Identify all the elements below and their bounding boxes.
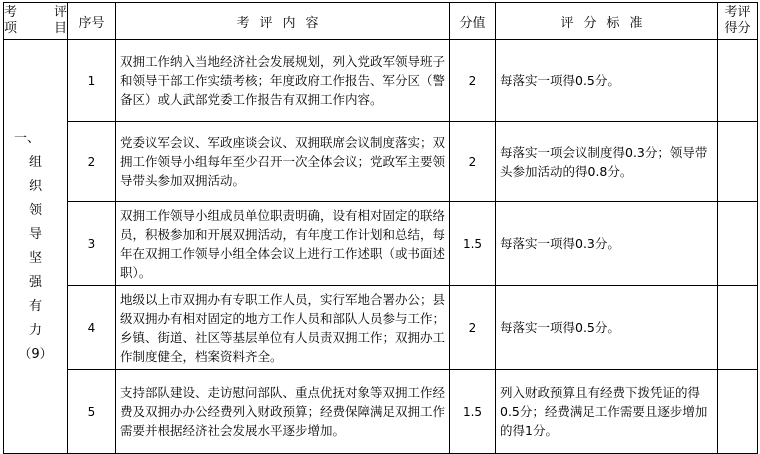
- category-char: 有: [28, 298, 42, 314]
- row-standard: 列入财政预算且有经费下拨凭证的得0.5分；经费满足工作需要且逐步增加的得1分。: [496, 370, 718, 454]
- row-result: [718, 370, 758, 454]
- row-result: [718, 122, 758, 202]
- header-content: 考评内容: [116, 3, 450, 40]
- header-row: [4, 3, 758, 40]
- row-seq: 4: [68, 286, 116, 370]
- header-result-line: 考评: [724, 5, 751, 20]
- category-char: 织: [28, 178, 42, 194]
- row-standard: 每落实一项得0.3分。: [496, 202, 718, 286]
- row-standard: 每落实一项得0.5分。: [496, 286, 718, 370]
- row-content: 双拥工作领导小组成员单位职责明确，设有相对固定的联络员，积极参加和开展双拥活动，有年度工作计划和总结，每年在双拥工作领导小组全体会议上进行工作述职（或书面述职）。: [116, 202, 450, 286]
- row-score: 1.5: [450, 370, 496, 454]
- header-item-char: 项: [4, 21, 18, 36]
- category-char: 力: [28, 322, 42, 338]
- header-item-char: 目: [53, 21, 67, 36]
- header-item-char: 考: [4, 5, 18, 20]
- header-item: [4, 3, 68, 40]
- table-row: [4, 370, 758, 454]
- header-result: [718, 3, 758, 40]
- category-char: 强: [28, 274, 42, 290]
- row-standard: 每落实一项得0.5分。: [496, 40, 718, 122]
- category-prefix: 一、: [14, 130, 41, 146]
- header-seq: 序号: [68, 3, 116, 40]
- row-score: 2: [450, 40, 496, 122]
- table-row: [4, 122, 758, 202]
- row-content: 支持部队建设、走访慰问部队、重点优抚对象等双拥工作经费及双拥办办公经费列入财政预算；经费保障满足双拥工作需要并根据经济社会发展水平逐步增加。: [116, 370, 450, 454]
- row-seq: 5: [68, 370, 116, 454]
- row-score: 2: [450, 286, 496, 370]
- row-standard: 每落实一项会议制度得0.3分；领导带头参加活动的得0.8分。: [496, 122, 718, 202]
- category-char: 坚: [28, 250, 42, 266]
- header-item-char: 评: [53, 5, 67, 20]
- row-content: 党委议军会议、军政座谈会议、双拥联席会议制度落实；双拥工作领导小组每年至少召开一次全体会议；党政军主要领导带头参加双拥活动。: [116, 122, 450, 202]
- row-seq: 3: [68, 202, 116, 286]
- header-score: 分值: [450, 3, 496, 40]
- table-row: [4, 40, 758, 122]
- row-score: 1.5: [450, 202, 496, 286]
- row-seq: 1: [68, 40, 116, 122]
- table-row: [4, 286, 758, 370]
- table-row: [4, 202, 758, 286]
- evaluation-table: [3, 2, 758, 454]
- row-content: 地级以上市双拥办有专职工作人员，实行军地合署办公；县级双拥办有相对固定的地方工作人员和部队人员参与工作；乡镇、街道、社区等基层单位有人员责双拥工作；双拥办工作制度健全，档案资料齐全。: [116, 286, 450, 370]
- row-content: 双拥工作纳入当地经济社会发展规划，列入党政军领导班子和领导干部工作实绩考核；年度政府工作报告、军分区（警备区）或人武部党委工作报告有双拥工作内容。: [116, 40, 450, 122]
- row-score: 2: [450, 122, 496, 202]
- row-result: [718, 40, 758, 122]
- header-result-line: 得分: [724, 21, 751, 36]
- header-standard: 评分标准: [496, 3, 718, 40]
- category-char: 导: [28, 226, 42, 242]
- row-result: [718, 202, 758, 286]
- category-total: （9）: [18, 346, 53, 362]
- category-char: 领: [28, 202, 42, 218]
- row-seq: 2: [68, 122, 116, 202]
- category-char: 组: [28, 154, 42, 170]
- row-result: [718, 286, 758, 370]
- category-cell: [4, 40, 68, 454]
